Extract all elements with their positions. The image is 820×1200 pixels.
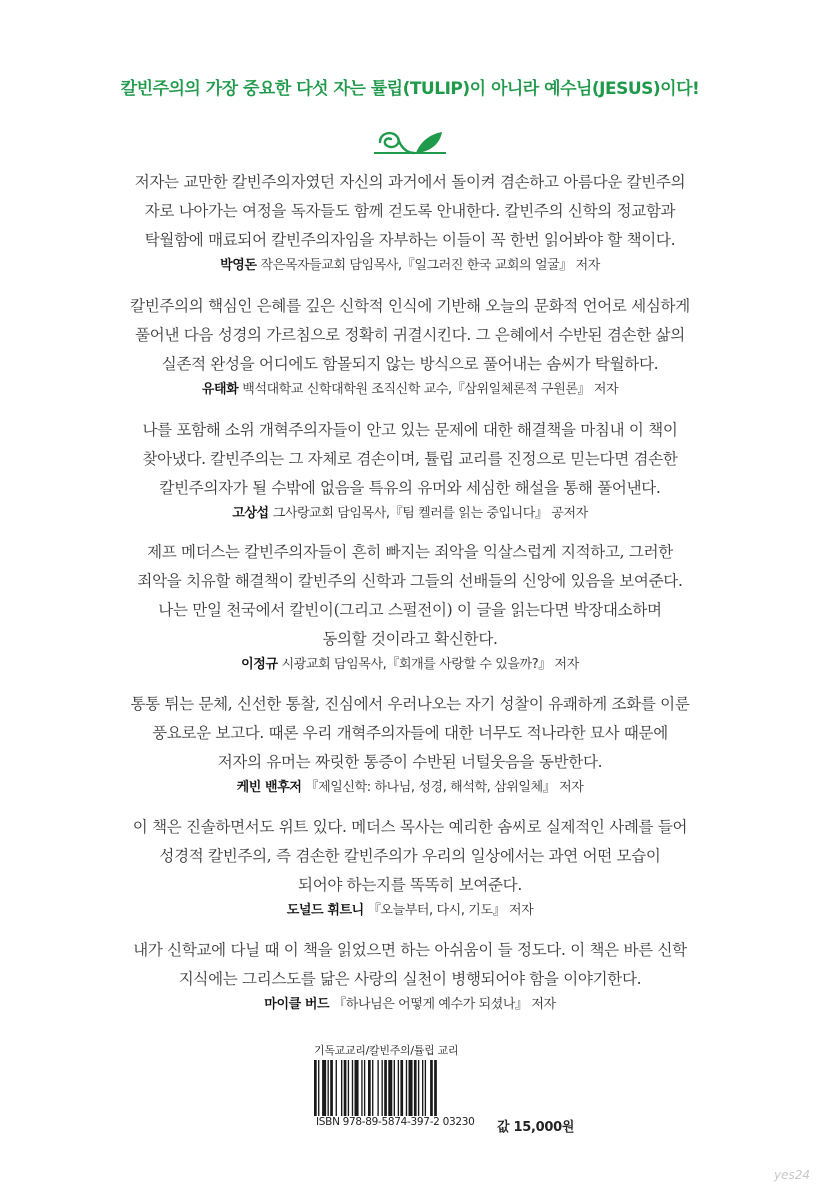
quote-line: 풀어낸 다음 성경의 가르침으로 정확히 귀결시킨다. 그 은혜에서 수반된 겸손한 삶의 xyxy=(135,326,685,344)
endorsement-3 xyxy=(60,416,760,524)
quote-line: 통통 튀는 문체, 신선한 통찰, 진심에서 우러나오는 자기 성찰이 유쾌하게 조화를 이룬 xyxy=(130,695,690,713)
endorser-title: 『오늘부터, 다시, 기도』 저자 xyxy=(367,903,534,918)
barcode-bar xyxy=(406,1060,407,1116)
quote-line: 실존적 완성을 어디에도 함몰되지 않는 방식으로 풀어내는 솜씨가 탁월하다. xyxy=(161,355,659,373)
endorser-title: 백석대학교 신학대학원 조직신학 교수,『삼위일체론적 구원론』 저자 xyxy=(242,382,619,397)
barcode-bar xyxy=(336,1060,337,1116)
endorser-title: 『하나님은 어떻게 예수가 되셨나』 저자 xyxy=(333,997,556,1012)
barcode-bar xyxy=(322,1060,326,1116)
barcode-bar xyxy=(368,1060,371,1116)
barcode-bar xyxy=(400,1060,403,1116)
endorsement-4 xyxy=(60,538,760,675)
endorser-attribution xyxy=(60,256,760,276)
barcode-bar xyxy=(328,1060,329,1116)
endorser-attribution xyxy=(60,778,760,798)
endorser-name: 케빈 밴후저 xyxy=(236,780,302,795)
endorsement-6 xyxy=(60,813,760,921)
barcode-bar xyxy=(382,1060,383,1116)
endorsement-5 xyxy=(60,690,760,798)
quote-line: 지식에는 그리스도를 닮은 사랑의 실천이 병행되어야 함을 이야기한다. xyxy=(178,970,642,988)
barcode-bar xyxy=(314,1060,317,1116)
watermark-logo: yes24 xyxy=(774,1168,811,1182)
barcode-bar xyxy=(418,1060,419,1116)
endorser-attribution xyxy=(60,995,760,1015)
book-category: 기독교교리/칼빈주의/튤립 교리 xyxy=(314,1044,459,1057)
endorser-title: 그사랑교회 담임목사,『팀 켈러를 읽는 중입니다』 공저자 xyxy=(272,506,588,521)
leaf-swirl-ornament-icon xyxy=(370,120,450,160)
quote-line: 제프 메더스는 칼빈주의자들이 흔히 빠지는 죄악을 익살스럽게 지적하고, 그러한 xyxy=(147,543,673,561)
barcode-bar xyxy=(377,1060,378,1116)
isbn-number: ISBN 978-89-5874-397-2 03230 xyxy=(316,1116,475,1128)
quote-line: 이 책은 진솔하면서도 위트 있다. 메더스 목사는 예리한 솜씨로 실제적인 사례를 들어 xyxy=(132,818,688,836)
barcode-bar xyxy=(394,1060,395,1116)
quote-line: 동의할 것이라고 확신한다. xyxy=(322,630,498,648)
barcode-icon xyxy=(314,1060,476,1116)
quote-line: 죄악을 치유할 해결책이 칼빈주의 신학과 그들의 선배들의 신앙에 있음을 보여준다. xyxy=(137,572,683,590)
endorsement-2 xyxy=(60,292,760,400)
endorser-name: 유태화 xyxy=(201,382,239,397)
endorser-attribution xyxy=(60,380,760,400)
quote-line: 칼빈주의자가 될 수밖에 없음을 특유의 유머와 세심한 해설을 통해 풀어낸다. xyxy=(159,479,661,497)
endorsement-7 xyxy=(60,936,760,1015)
endorser-attribution xyxy=(60,901,760,921)
quote-line: 성경적 칼빈주의, 즉 겸손한 칼빈주의가 우리의 일상에서는 과연 어떤 모습이 xyxy=(159,847,661,865)
barcode-bar xyxy=(364,1060,365,1116)
barcode-bar xyxy=(318,1060,319,1116)
quote-line: 찾아냈다. 칼빈주의는 그 자체로 겸손이며, 튤립 교리를 진정으로 믿는다면 겸손한 xyxy=(142,450,678,468)
quote-line: 탁월함에 매료되어 칼빈주의자임을 자부하는 이들이 꼭 한번 읽어봐야 할 책이다. xyxy=(144,231,676,249)
barcode-bar xyxy=(348,1060,349,1116)
endorser-title: 시광교회 담임목사,『회개를 사랑할 수 있을까?』 저자 xyxy=(281,657,579,672)
endorser-name: 도널드 휘트니 xyxy=(286,903,364,918)
barcode-bar xyxy=(409,1060,413,1116)
barcode-bar xyxy=(344,1060,347,1116)
endorser-attribution xyxy=(60,504,760,524)
barcode-bar xyxy=(422,1060,423,1116)
barcode-bar xyxy=(398,1060,399,1116)
barcode-bar xyxy=(384,1060,387,1116)
quote-line: 칼빈주의의 핵심인 은혜를 깊은 신학적 인식에 기반해 오늘의 문화적 언어로 세심하게 xyxy=(130,297,690,315)
quote-line: 저자는 교만한 칼빈주의자였던 자신의 과거에서 돌이켜 겸손하고 아름다운 칼빈주의 xyxy=(134,173,686,191)
endorser-name: 이정규 xyxy=(241,657,278,672)
barcode-bar xyxy=(430,1060,433,1116)
quote-line: 자로 나아가는 여정을 독자들도 함께 걷도록 안내한다. 칼빈주의 신학의 정교함과 xyxy=(144,202,676,220)
barcode-bar xyxy=(330,1060,333,1116)
quote-line: 나를 포함해 소위 개혁주의자들이 안고 있는 문제에 대한 해결책을 마침내 이 책이 xyxy=(142,421,678,439)
endorser-name: 박영돈 xyxy=(220,258,257,273)
barcode-bar xyxy=(352,1060,353,1116)
barcode-bar xyxy=(341,1060,342,1116)
barcode-bar xyxy=(355,1060,359,1116)
barcode-bar xyxy=(434,1060,437,1116)
quote-line: 나는 만일 천국에서 칼빈이(그리고 스펄전이) 이 글을 읽는다면 박장대소하며 xyxy=(158,601,662,619)
barcode-bar xyxy=(388,1060,392,1116)
barcode-bar xyxy=(414,1060,417,1116)
headline: 칼빈주의의 가장 중요한 다섯 자는 튤립(TULIP)이 아니라 예수님(JESUS)이다! xyxy=(120,79,700,99)
quote-line: 저자의 유머는 짜릿한 통증이 수반된 너털웃음을 동반한다. xyxy=(217,753,603,771)
quote-line: 되어야 하는지를 똑똑히 보여준다. xyxy=(298,876,522,894)
endorser-name: 고상섭 xyxy=(232,506,269,521)
quote-line: 내가 신학교에 다닐 때 이 책을 읽었으면 하는 아쉬움이 들 정도다. 이 책은 바른 신학 xyxy=(133,941,687,959)
barcode-bar xyxy=(361,1060,362,1116)
barcode-bar xyxy=(372,1060,373,1116)
endorser-title: 작은목자들교회 담임목사,『일그러진 한국 교회의 얼굴』 저자 xyxy=(260,258,600,273)
quote-line: 풍요로운 보고다. 때론 우리 개혁주의자들에 대한 너무도 적나라한 묘사 때문에 xyxy=(152,724,668,742)
price: 값 15,000원 xyxy=(497,1120,575,1135)
endorsement-1 xyxy=(60,168,760,276)
isbn-barcode-box xyxy=(310,1042,482,1137)
endorser-name: 마이클 버드 xyxy=(264,997,330,1012)
endorser-title: 『제일신학: 하나님, 성경, 해석학, 삼위일체』 저자 xyxy=(305,780,584,795)
endorser-attribution xyxy=(60,655,760,675)
barcode-bar xyxy=(425,1060,426,1116)
